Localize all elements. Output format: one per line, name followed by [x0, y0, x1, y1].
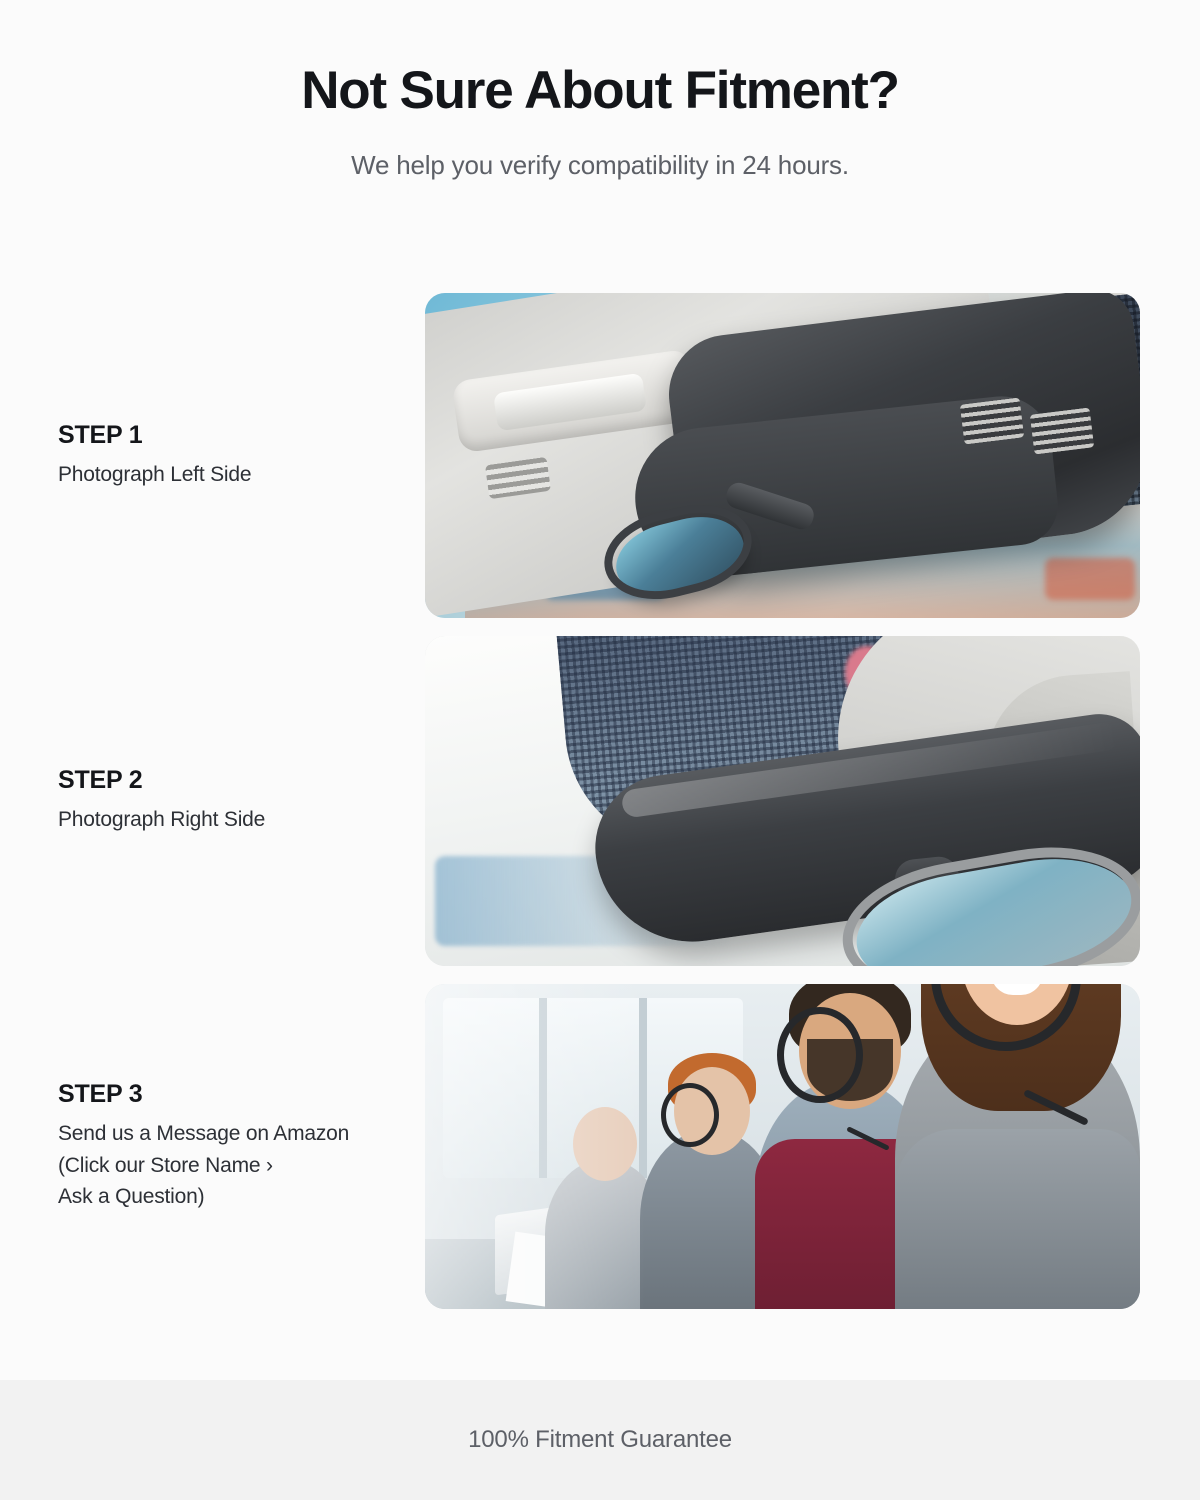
- step-1-label: STEP 1: [58, 420, 143, 449]
- header: [0, 0, 1200, 181]
- step-3-image: [425, 984, 1140, 1309]
- step-2-description: Photograph Right Side: [58, 808, 266, 832]
- housing-grille-right-icon: [1030, 407, 1094, 454]
- street-blob-orange: [1045, 558, 1135, 600]
- headset-icon: [661, 1083, 719, 1147]
- depth-of-field-overlay: [425, 984, 645, 1309]
- step-3-description: Send us a Message on Amazon: [58, 1121, 350, 1145]
- step-2-label: STEP 2: [58, 766, 143, 795]
- step-1-text: [0, 421, 425, 491]
- step-1-image: [425, 293, 1140, 618]
- step-row-1: [0, 293, 1200, 618]
- headset-icon: [777, 1007, 863, 1103]
- page-title: Not Sure About Fitment?: [301, 61, 899, 120]
- step-2-text: [0, 766, 425, 836]
- step-2-image: [425, 636, 1140, 966]
- step-3-text: [0, 1080, 425, 1214]
- step-1-description: Photograph Left Side: [58, 462, 252, 486]
- step-3-label: STEP 3: [58, 1079, 143, 1108]
- step-row-3: [0, 984, 1200, 1309]
- page-subtitle: We help you verify compatibility in 24 hours.: [351, 150, 849, 181]
- footer: [0, 1380, 1200, 1500]
- step-row-2: [0, 636, 1200, 966]
- housing-grille-left-icon: [960, 397, 1024, 444]
- fitment-guarantee-text: 100% Fitment Guarantee: [468, 1426, 732, 1453]
- step-3-description-line2: (Click our Store Name ›: [58, 1153, 273, 1177]
- agent-1: [895, 1009, 1140, 1309]
- step-3-description-line3: Ask a Question): [58, 1185, 205, 1209]
- steps-list: [0, 293, 1200, 1327]
